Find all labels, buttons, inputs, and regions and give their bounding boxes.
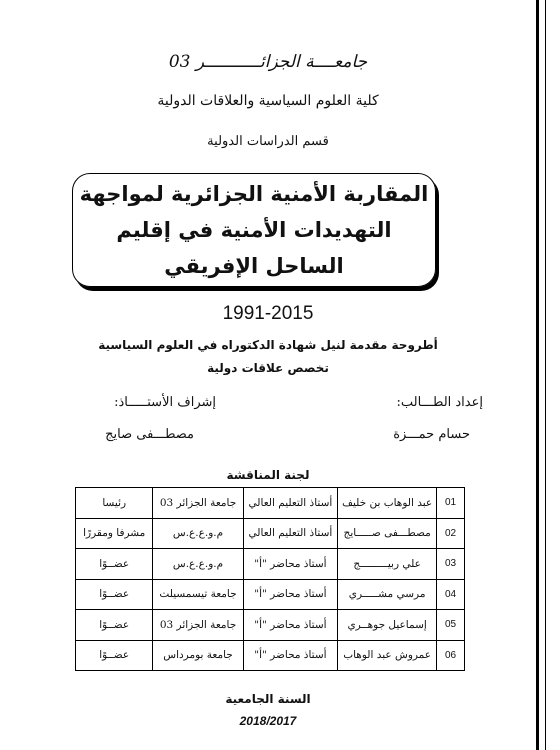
supervisor-label: إشراف الأستـــــاذ:	[114, 395, 216, 410]
jury-name: علي ربيـــــــــج	[338, 549, 437, 580]
jury-number: 04	[437, 579, 465, 610]
jury-role: عضــوًا	[76, 579, 153, 610]
jury-institution: جامعة بومرداس	[153, 640, 243, 671]
jury-role: عضــوًا	[76, 549, 153, 580]
jury-name: عبد الوهاب بن خليف	[338, 488, 437, 519]
jury-institution: جامعة الجزائر 03	[153, 610, 243, 641]
jury-name: عمروش عبد الوهاب	[338, 640, 437, 671]
prepared-by-label: إعداد الطـــالب:	[396, 395, 483, 410]
jury-role: عضــوًا	[76, 640, 153, 671]
faculty-name: كلية العلوم السياسية والعلاقات الدولية	[157, 93, 379, 109]
committee-title: لجنة المناقشة	[226, 468, 310, 482]
jury-rank: أستاذ التعليم العالي	[243, 488, 338, 519]
table-row	[76, 579, 465, 610]
jury-name: إسماعيل جوهــري	[338, 610, 437, 641]
table-row	[76, 549, 465, 580]
thesis-specialization: تخصص علاقات دولية	[207, 361, 329, 375]
jury-institution: جامعة تيسمسيلت	[153, 579, 243, 610]
jury-name: مرسي مشـــــري	[338, 579, 437, 610]
supervisor-name: مصطـــفى صايج	[105, 427, 194, 442]
jury-number: 05	[437, 610, 465, 641]
page-border-thick	[536, 0, 539, 750]
page-border-thin	[545, 0, 546, 750]
jury-number: 03	[437, 549, 465, 580]
university-name: جامعــــة الجزائـــــــــــر 03	[168, 52, 368, 72]
title-line-1: المقاربة الأمنية الجزائرية لمواجهة	[79, 182, 429, 206]
jury-rank: أستاذ محاضر "أ"	[243, 579, 338, 610]
jury-name: مصطـــفى صـــــايج	[338, 518, 437, 549]
table-row	[76, 610, 465, 641]
jury-role: عضــوًا	[76, 610, 153, 641]
student-name: حسام حمـــزة	[393, 427, 470, 442]
jury-institution: م.و.ع.ع.س	[153, 518, 243, 549]
jury-rank: أستاذ محاضر "أ"	[243, 640, 338, 671]
academic-year: 2018/2017	[239, 714, 297, 728]
title-line-2: التهديدات الأمنية في إقليم	[116, 218, 392, 242]
thesis-title-box	[72, 173, 436, 287]
table-row	[76, 488, 465, 519]
table-row	[76, 518, 465, 549]
jury-role: مشرفا ومقررًا	[76, 518, 153, 549]
jury-rank: أستاذ محاضر "أ"	[243, 549, 338, 580]
jury-number: 06	[437, 640, 465, 671]
jury-number: 02	[437, 518, 465, 549]
jury-rank: أستاذ محاضر "أ"	[243, 610, 338, 641]
thesis-description: أطروحة مقدمة لنيل شهادة الدكتوراه في العلوم السياسية	[98, 338, 438, 352]
academic-year-label: السنة الجامعية	[225, 692, 311, 706]
jury-number: 01	[437, 488, 465, 519]
title-line-3: الساحل الإفريقي	[164, 254, 344, 278]
jury-rank: أستاذ التعليم العالي	[243, 518, 338, 549]
jury-institution: م.و.ع.ع.س	[153, 549, 243, 580]
jury-table	[75, 487, 465, 671]
department-name: قسم الدراسات الدولية	[207, 134, 329, 149]
study-years: 1991-2015	[222, 303, 314, 324]
jury-role: رئيسا	[76, 488, 153, 519]
jury-institution: جامعة الجزائر 03	[153, 488, 243, 519]
table-row	[76, 640, 465, 671]
